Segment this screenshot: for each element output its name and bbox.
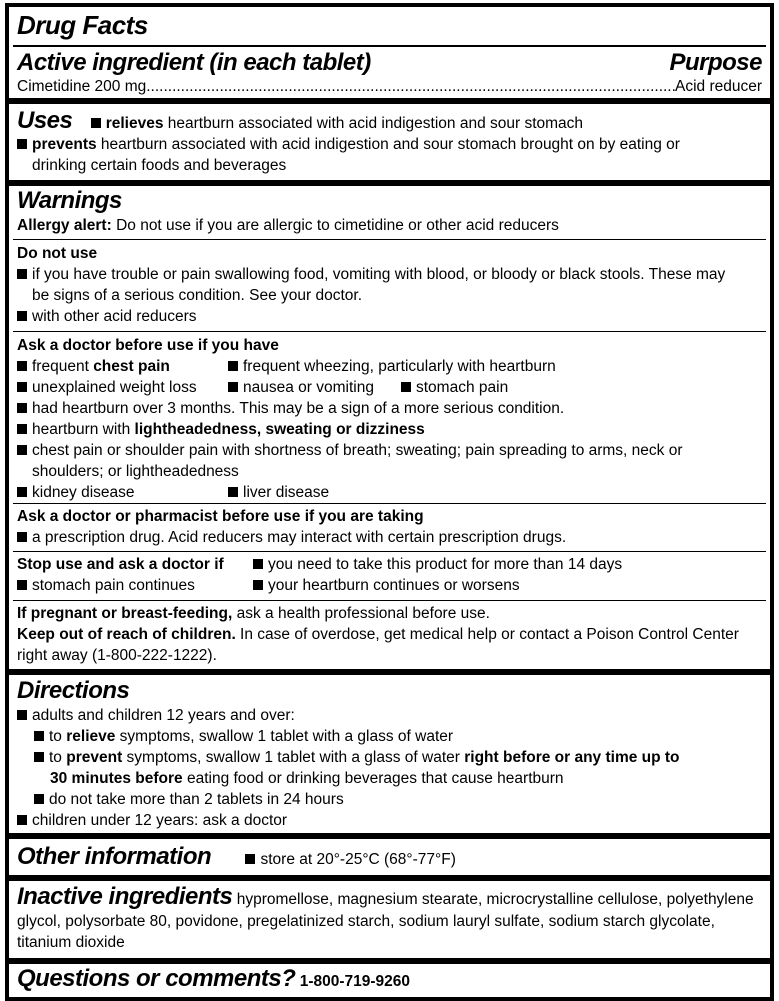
ask-heartburn-months: had heartburn over 3 months. This may be a sign of a more serious condition. [32,400,565,417]
pregnant-text: ask a health professional before use. [232,605,490,622]
ask-chest-pain: chest pain [93,358,170,375]
bullet-icon [17,361,27,371]
other-information-section [9,842,770,872]
allergy-alert-label: Allergy alert: [17,217,112,234]
stop-use-section [9,554,770,596]
subsection-divider [13,331,766,332]
ask-stomach-pain: stomach pain [416,379,509,396]
directions-prevent-minutes: 30 minutes before [50,770,183,787]
do-not-use-item-1-cont: be signs of a serious condition. See your doctor. [32,287,363,304]
section-bar [9,875,770,881]
bullet-icon [17,424,27,434]
directions-heading: Directions [17,677,130,704]
questions-heading: Questions or comments? [17,965,296,992]
active-ingredient-heading: Active ingredient (in each tablet) [17,49,371,76]
keep-out-label: Keep out of reach of children. [17,626,236,643]
section-bar [9,180,770,186]
directions-relieve-pre: to [49,728,67,745]
ingredient-name: Cimetidine 200 mg [17,78,147,95]
bullet-icon [17,580,27,590]
bullet-icon [245,854,255,864]
drug-facts-panel [5,3,774,1001]
directions-prevent-text: symptoms, swallow 1 tablet with a glass of water [122,749,465,766]
warnings-heading: Warnings [17,187,122,214]
drug-facts-title: Drug Facts [17,10,148,40]
uses-item-2: heartburn associated with acid indigestion and sour stomach brought on by eating or [96,136,680,153]
bullet-icon [34,752,44,762]
inactive-ingredients-text: hypromellose, magnesium stearate, microcrystalline cellulose, polyethylene [232,891,754,908]
bullet-icon [17,382,27,392]
bullet-icon [17,139,27,149]
section-bar [9,833,770,839]
purpose-heading: Purpose [669,49,762,76]
ask-liver: liver disease [243,484,330,501]
stop-use-heading: Stop use and ask a doctor if [17,556,224,573]
section-bar [9,958,770,964]
keep-out-text-cont: right away (1-800-222-1222). [17,647,217,664]
bullet-icon [17,815,27,825]
allergy-alert-text: Do not use if you are allergic to cimetidine or other acid reducers [111,217,559,234]
directions-prevent-bold: prevent [66,749,123,766]
ask-heartburn-with: heartburn with [32,421,135,438]
directions-relieve-bold: relieve [66,728,116,745]
bullet-icon [17,311,27,321]
uses-relieves: relieves [105,115,164,132]
other-information-heading: Other information [17,843,212,870]
keep-out-text: In case of overdose, get medical help or contact a Poison Control Center [235,626,739,643]
uses-heading: Uses [17,107,73,134]
inactive-ingredients-section [9,883,770,953]
directions-children: children under 12 years: ask a doctor [32,812,288,829]
stop-use-item-3: your heartburn continues or worsens [268,577,520,594]
inactive-ingredients-text-cont: glycol, polysorbate 80, povidone, pregelatinized starch, sodium lauryl sulfate, sodium starch glycolate, [17,913,715,930]
directions-prevent-cont: eating food or drinking beverages that cause heartburn [182,770,564,787]
bullet-icon [228,361,238,371]
directions-prevent-timing: right before or any time up to [464,749,680,766]
subsection-divider [13,600,766,601]
ask-wheezing: frequent wheezing, particularly with heartburn [243,358,556,375]
directions-adults: adults and children 12 years and over: [32,707,295,724]
bullet-icon [253,580,263,590]
do-not-use-heading: Do not use [17,245,98,262]
bullet-icon [228,382,238,392]
bullet-icon [17,532,27,542]
bullet-icon [17,269,27,279]
pregnant-keep-section [9,603,770,666]
bullet-icon [401,382,411,392]
subsection-divider [13,551,766,552]
inactive-ingredients-text-end: titanium dioxide [17,934,125,951]
bullet-icon [34,731,44,741]
directions-prevent-pre: to [49,749,67,766]
uses-prevents: prevents [32,136,97,153]
do-not-use-section [9,243,770,327]
uses-item-1: heartburn associated with acid indigestion and sour stomach [163,115,584,132]
section-bar [9,98,770,104]
ask-pharmacist-section [9,506,770,548]
inactive-ingredients-heading: Inactive ingredients [17,883,233,910]
ask-pharmacist-item: a prescription drug. Acid reducers may interact with certain prescription drugs. [32,529,567,546]
bullet-icon [17,710,27,720]
stop-use-item-2: stomach pain continues [32,577,195,594]
ask-lightheaded: lightheadedness, sweating or dizziness [134,421,425,438]
ask-frequent: frequent [32,358,94,375]
ingredient-row [17,77,762,97]
bullet-icon [17,403,27,413]
active-ingredient-section [9,49,770,97]
title-divider [13,45,766,47]
ask-pharmacist-heading: Ask a doctor or pharmacist before use if you are taking [17,508,424,525]
bullet-icon [17,445,27,455]
bullet-icon [34,794,44,804]
bullet-icon [228,487,238,497]
ask-doctor-heading: Ask a doctor before use if you have [17,337,279,354]
drug-facts-title-section [9,9,770,41]
section-bar [9,669,770,675]
ask-doctor-section [9,335,770,503]
ask-kidney: kidney disease [32,484,135,501]
subsection-divider [13,503,766,504]
directions-relieve-text: symptoms, swallow 1 tablet with a glass of water [115,728,454,745]
questions-phone: 1-800-719-9260 [299,973,411,990]
ask-chest-shoulder: chest pain or shoulder pain with shortness of breath; sweating; pain spreading to arms, neck or [32,442,683,459]
bullet-icon [17,487,27,497]
bullet-icon [91,118,101,128]
dot-leader [146,77,675,97]
ask-weight-loss: unexplained weight loss [32,379,197,396]
bullet-icon [253,559,263,569]
uses-item-2-cont: drinking certain foods and beverages [32,157,287,174]
directions-section [9,677,770,831]
pregnant-label: If pregnant or breast-feeding, [17,605,233,622]
directions-max: do not take more than 2 tablets in 24 hours [49,791,344,808]
storage-info: store at 20°-25°C (68°-77°F) [260,851,456,868]
uses-section [9,108,770,176]
subsection-divider [13,239,766,240]
questions-section [9,965,770,993]
ask-nausea: nausea or vomiting [243,379,374,396]
do-not-use-item-2: with other acid reducers [32,308,197,325]
ingredient-purpose: Acid reducer [674,78,762,95]
do-not-use-item-1: if you have trouble or pain swallowing food, vomiting with blood, or bloody or black stools. These may [32,266,726,283]
ask-chest-shoulder-cont: shoulders; or lightheadedness [32,463,239,480]
stop-use-item-1: you need to take this product for more than 14 days [268,556,623,573]
warnings-section [9,187,770,236]
